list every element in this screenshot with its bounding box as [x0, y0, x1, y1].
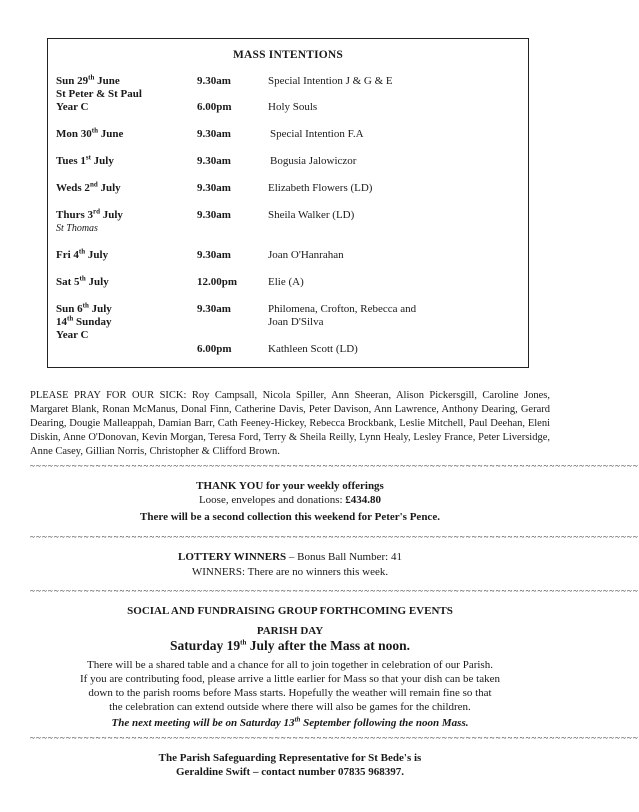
- mass-day: Tues 1st July: [56, 153, 114, 167]
- mass-time: 6.00pm: [197, 101, 232, 113]
- mass-intention: Philomena, Crofton, Rebecca and Joan D'Silva: [268, 303, 417, 328]
- offerings-title: THANK YOU for your weekly offerings: [196, 480, 384, 492]
- mass-intention: Special Intention J & G & E: [268, 75, 393, 87]
- parish-day-title: PARISH DAY: [256, 625, 324, 637]
- mass-day: Thurs 3rd July St Thomas: [56, 207, 123, 234]
- social-title: SOCIAL AND FUNDRAISING GROUP FORTHCOMING EVENTS: [127, 605, 453, 617]
- mass-time: 6.00pm: [197, 343, 232, 355]
- parish-day-text: the celebration can extend outside where there will also be games for the children.: [109, 701, 471, 713]
- mass-day: Sat 5th July: [56, 274, 109, 288]
- divider: ~~~~~~~~~~~~~~~~~~~~~~~~~~~~~~~~~~~~~~~~~~~~~~~~~~~~~~~~~~~~~~~~~~~~~~~~~~~~~~~~~~~~~~~~~~~~~~~~~~~~~~: [30, 586, 639, 596]
- mass-intention: Joan O'Hanrahan: [268, 249, 344, 261]
- offerings-line: Loose, envelopes and donations: £434.80: [198, 494, 382, 506]
- mass-time: 9.30am: [197, 75, 231, 87]
- mass-day: Sun 6th July 14th Sunday Year C: [56, 301, 112, 341]
- mass-intentions-box: [47, 38, 529, 368]
- safeguarding-line: The Parish Safeguarding Representative for St Bede's is: [158, 752, 422, 764]
- mass-intention: Bogusia Jalowiczor: [270, 155, 357, 167]
- mass-intention: Special Intention F.A: [270, 128, 364, 140]
- parish-day-date: Saturday 19th July after the Mass at noon.: [170, 638, 410, 653]
- divider: ~~~~~~~~~~~~~~~~~~~~~~~~~~~~~~~~~~~~~~~~~~~~~~~~~~~~~~~~~~~~~~~~~~~~~~~~~~~~~~~~~~~~~~~~~~~~~~~~~~~~~~: [30, 733, 639, 743]
- mass-time: 9.30am: [197, 155, 231, 167]
- mass-time: 9.30am: [197, 182, 231, 194]
- mass-intention: Elizabeth Flowers (LD): [268, 182, 373, 194]
- mass-day: Mon 30th June: [56, 126, 124, 140]
- mass-time: 12.00pm: [197, 276, 238, 288]
- parish-day-text: If you are contributing food, please arrive a little earlier for Mass so that your dish can be taken: [80, 673, 500, 685]
- prayer-for-sick: PLEASE PRAY FOR OUR SICK: Roy Campsall, Nicola Spiller, Ann Sheeran, Alison Pickersgill, Caroline Jones, Margaret Blank, Ronan McManus, Donal Finn, Catherine Davis, Peter Davison, Ann Lawrence, Anthony Dearing, Gerard Dearing, Dougie Malleappah, Damian Barr, Cath Feeney-Hickey, Rebecca Brockbank, Leslie Mitchell, Paul Deehan, Eleni Diskin, Anne O'Donovan, Kevin Morgan, Teresa Ford, Terry & Sheila Reilly, Lynn Healy, Lesley France, Peter Liversidge, Anne Casey, Gillian Norris, Christopher & Clifford Brown.: [30, 390, 550, 457]
- divider: ~~~~~~~~~~~~~~~~~~~~~~~~~~~~~~~~~~~~~~~~~~~~~~~~~~~~~~~~~~~~~~~~~~~~~~~~~~~~~~~~~~~~~~~~~~~~~~~~~~~~~~: [30, 532, 639, 542]
- lottery-winners: WINNERS: There are no winners this week.: [191, 566, 389, 578]
- mass-day: Weds 2nd July: [56, 180, 121, 194]
- mass-time: 9.30am: [197, 303, 231, 315]
- safeguarding-contact: Geraldine Swift – contact number 07835 968397.: [175, 766, 405, 778]
- mass-time: 9.30am: [197, 249, 231, 261]
- mass-intention: Elie (A): [268, 276, 304, 288]
- next-meeting: The next meeting will be on Saturday 13th September following the noon Mass.: [111, 715, 469, 729]
- mass-intention: Sheila Walker (LD): [268, 209, 355, 221]
- parish-day-text: There will be a shared table and a chance for all to join together in celebration of our Parish.: [87, 659, 493, 671]
- lottery-line: LOTTERY WINNERS – Bonus Ball Number: 41: [178, 551, 402, 563]
- second-collection: There will be a second collection this weekend for Peter's Pence.: [140, 511, 440, 523]
- mass-time: 9.30am: [197, 128, 231, 140]
- mass-intention: Holy Souls: [268, 101, 318, 113]
- feast-name: St Thomas: [56, 223, 98, 234]
- mass-day: Fri 4th July: [56, 247, 109, 261]
- divider: ~~~~~~~~~~~~~~~~~~~~~~~~~~~~~~~~~~~~~~~~~~~~~~~~~~~~~~~~~~~~~~~~~~~~~~~~~~~~~~~~~~~~~~~~~~~~~~~~~~~~~~: [30, 461, 639, 471]
- offerings-amount: £434.80: [345, 494, 382, 506]
- mass-intention: Kathleen Scott (LD): [268, 343, 358, 355]
- parish-day-text: down to the parish rooms before Mass starts. Hopefully the weather will remain fine so that: [88, 687, 492, 699]
- mass-intentions-title: MASS INTENTIONS: [232, 49, 344, 61]
- mass-day: Sun 29th June St Peter & St Paul Year C: [56, 73, 142, 113]
- mass-time: 9.30am: [197, 209, 231, 221]
